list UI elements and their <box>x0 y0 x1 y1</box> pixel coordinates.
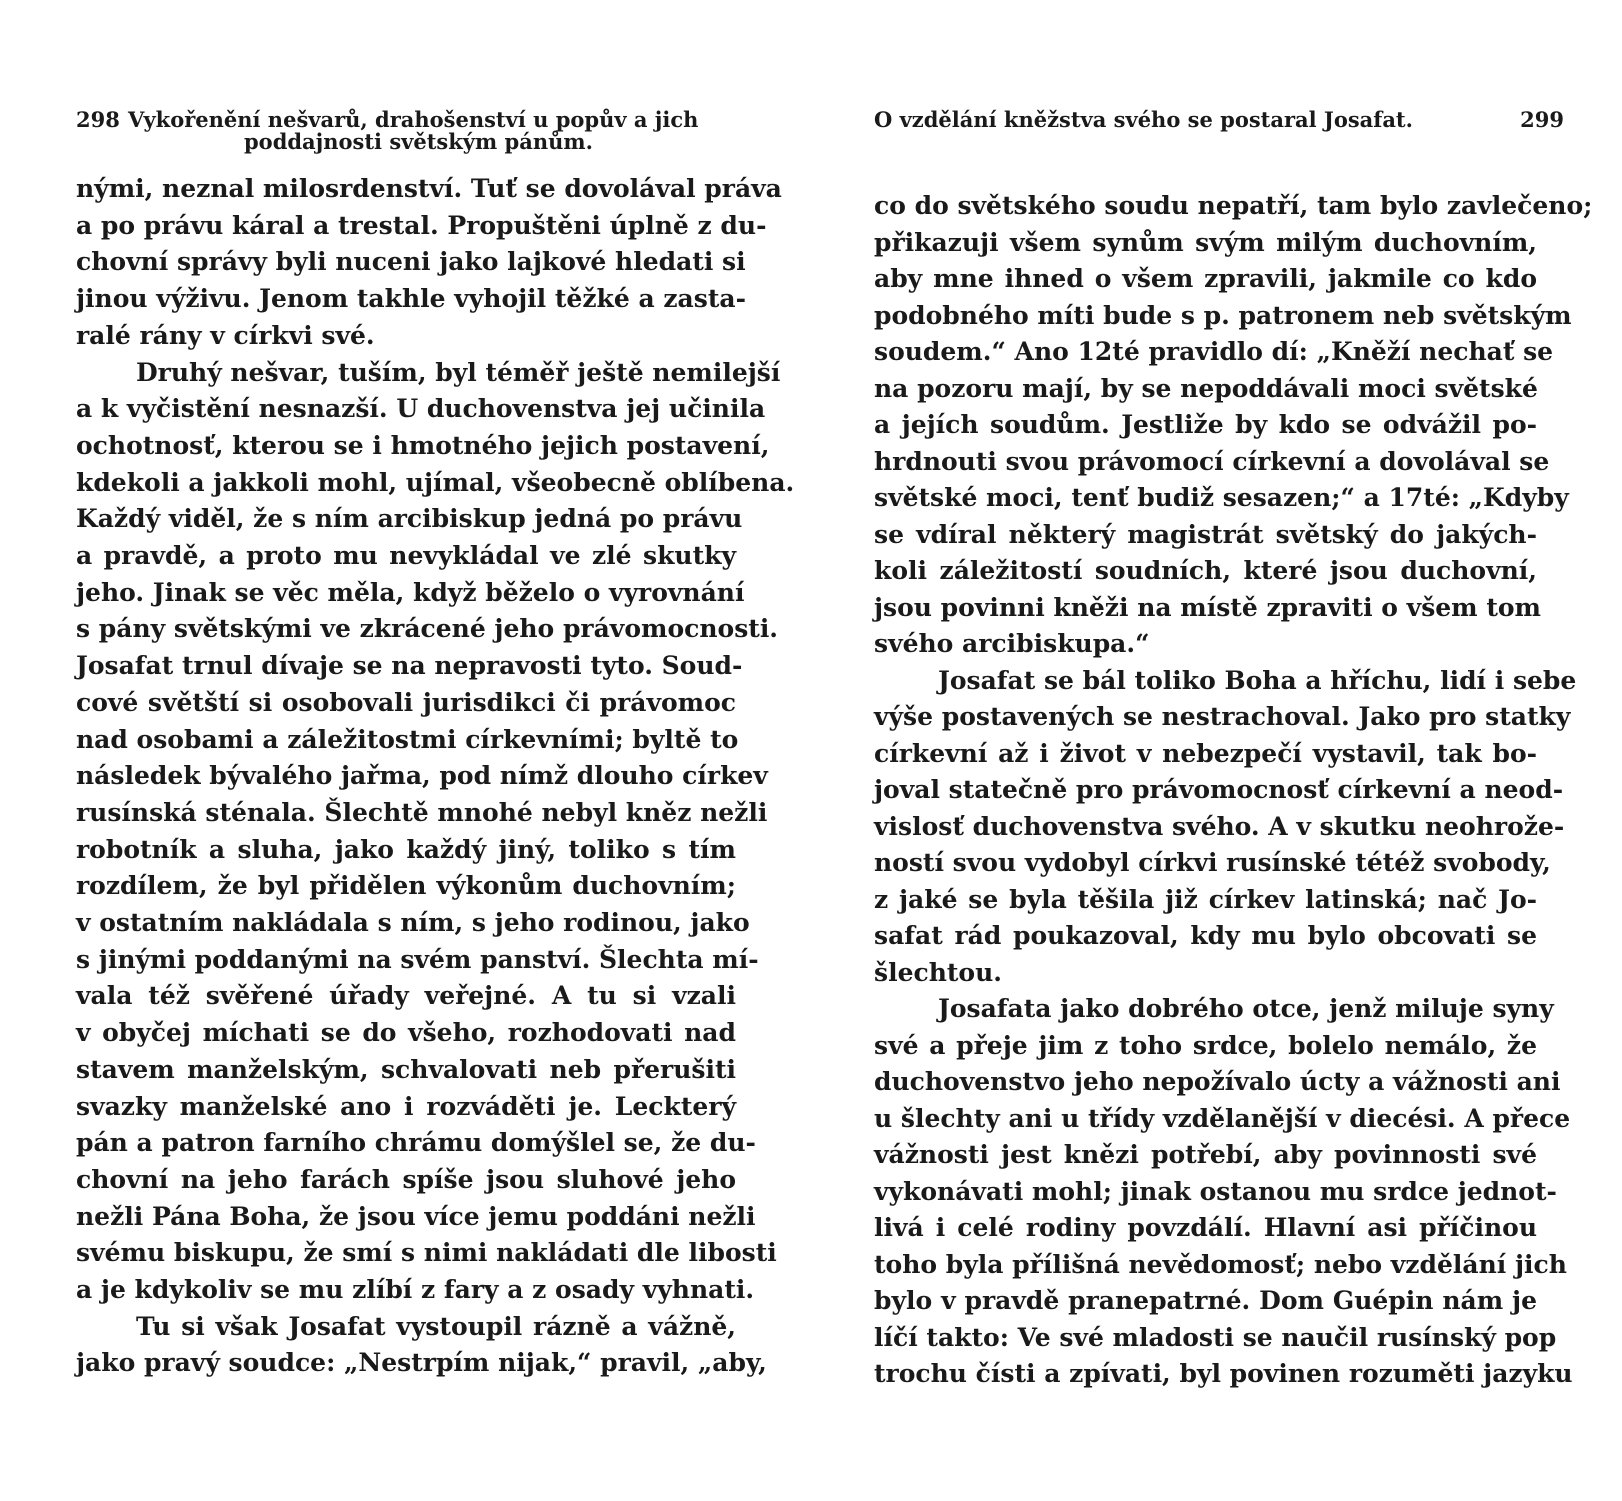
text-line: toho byla přílišná nevědomosť; nebo vzdělání jich <box>874 1249 1567 1279</box>
text-line: co do světského soudu nepatří, tam bylo zavlečeno; <box>874 191 1593 220</box>
text-line: světské moci, tenť budiž sesazen;“ a 17té: „Kdyby <box>874 483 1569 512</box>
text-line: vala též svěřené úřady veřejné. A tu si vzali <box>76 981 736 1011</box>
text-line: a po právu káral a trestal. Propuštěni úplně z du- <box>76 210 767 240</box>
text-line: bylo v pravdě pranepatrné. Dom Guépin nám je <box>874 1286 1537 1315</box>
text-line: robotník a sluha, jako každý jiný, toliko s tím <box>76 834 736 864</box>
text-line: přikazuji všem synům svým milým duchovním, <box>874 227 1537 257</box>
text-line: joval statečně pro právomocnosť církevní a neod- <box>874 775 1564 804</box>
right-page-number: 299 <box>1520 107 1564 132</box>
text-line: jinou výživu. Jenom takhle vyhojil těžké a zasta- <box>76 284 746 314</box>
text-line: následek bývalého jařma, pod nímž dlouho církev <box>76 761 768 791</box>
text-line: výše postavených se nestrachoval. Jako pro statky <box>874 702 1571 731</box>
text-line: svému biskupu, že smí s nimi nakládati dle libosti <box>76 1238 777 1268</box>
text-line: hrdnouti svou právomocí církevní a dovolával se <box>874 446 1550 476</box>
text-line: soudem.“ Ano 12té pravidlo dí: „Kněží nechať se <box>874 337 1554 366</box>
text-line: Josafat trnul dívaje se na nepravosti tyto. Soud- <box>76 651 743 681</box>
text-line: chovní na jeho farách spíše jsou sluhové jeho <box>76 1164 736 1194</box>
text-line: cové světští si osobovali jurisdikci či právomoc <box>76 687 736 717</box>
text-line: duchovenstvo jeho nepožívalo úcty a vážnosti ani <box>874 1067 1561 1096</box>
text-line: livá i celé rodiny povzdálí. Hlavní asi příčinou <box>874 1213 1537 1242</box>
text-line: líčí takto: Ve své mladosti se naučil rusínský pop <box>874 1322 1557 1352</box>
text-line: a pravdě, a proto mu nevykládal ve zlé skutky <box>76 541 736 570</box>
text-line: v obyčej míchati se do všeho, rozhodovati nad <box>76 1018 736 1048</box>
text-line: Druhý nešvar, tuším, byl téměř ještě nemilejší <box>136 357 781 387</box>
text-line: Tu si však Josafat vystoupil rázně a vážně, <box>136 1311 736 1341</box>
text-line: se vdíral některý magistrát světský do jakých- <box>874 519 1537 549</box>
text-line: jsou povinni kněži na místě zpraviti o všem tom <box>874 592 1542 622</box>
text-line: trochu čísti a zpívati, byl povinen rozuměti jazyku <box>874 1359 1573 1388</box>
text-line: a k vyčistění nesnazší. U duchovenstva jej učinila <box>76 394 766 424</box>
text-line: podobného míti bude s p. patronem neb světským <box>874 300 1572 330</box>
right-header: O vzdělání kněžstva svého se postaral Josafat. <box>874 107 1413 132</box>
text-line: ností svou vydobyl církvi rusínské tétéž svobody, <box>874 848 1551 877</box>
text-line: církevní až i život v nebezpečí vystavil, tak bo- <box>874 738 1537 768</box>
text-line: pán a patron farního chrámu domýšlel se, že du- <box>76 1128 756 1158</box>
text-line: kdekoli a jakkoli mohl, ujímal, všeobecně oblíbena. <box>76 467 795 497</box>
text-line: šlechtou. <box>874 957 1002 987</box>
text-line: ralé rány v církvi své. <box>76 320 375 350</box>
text-line: ochotnosť, kterou se i hmotného jejich postavení, <box>76 430 770 460</box>
text-line: chovní správy byli nuceni jako lajkové hledati si <box>76 247 746 277</box>
text-line: rusínská sténala. Šlechtě mnohé nebyl kněz nežli <box>76 797 768 827</box>
text-line: své a přeje jim z toho srdce, bolelo nemálo, že <box>874 1030 1537 1060</box>
text-line: svého arcibiskupa.“ <box>874 629 1150 658</box>
text-line: a jejích soudům. Jestliže by kdo se odvážil po- <box>874 410 1537 439</box>
text-line: v ostatním nakládala s ním, s jeho rodinou, jako <box>76 908 750 937</box>
left-header-line-1: Vykořenění nešvarů, drahošenství u popův a jich <box>128 107 699 132</box>
text-line: vislosť duchovenstva svého. A v skutku neohrože- <box>874 811 1565 841</box>
text-line: vážnosti jest knězi potřebí, aby povinnosti své <box>874 1140 1537 1169</box>
text-line: stavem manželským, schvalovati neb přerušiti <box>76 1054 736 1084</box>
text-line: svazky manželské ano i rozváděti je. Leckterý <box>76 1091 736 1121</box>
text-line: u šlechty ani u třídy vzdělanější v diecési. A přece <box>874 1103 1571 1133</box>
text-line: nad osobami a záležitostmi církevními; byltě to <box>76 724 739 754</box>
text-line: s pány světskými ve zkrácené jeho právomocnosti. <box>76 614 779 644</box>
text-line: safat rád poukazoval, kdy mu bylo obcovati se <box>874 921 1537 950</box>
text-line: koli záležitostí soudních, které jsou duchovní, <box>874 556 1537 585</box>
text-line: aby mne ihned o všem zpravili, jakmile co kdo <box>874 264 1537 293</box>
text-line: z jaké se byla těšila již církev latinská; nač Jo- <box>874 884 1537 914</box>
text-line: a je kdykoliv se mu zlíbí z fary a z osady vyhnati. <box>76 1275 755 1304</box>
text-line: jako pravý soudce: „Nestrpím nijak,“ pravil, „aby, <box>76 1348 767 1378</box>
text-line: vykonávati mohl; jinak ostanou mu srdce jednot- <box>874 1176 1557 1206</box>
text-line: s jinými poddanými na svém panství. Šlechta mí- <box>76 944 759 974</box>
text-line: jeho. Jinak se věc měla, když běželo o vyrovnání <box>76 577 745 607</box>
text-line: Josafat se bál toliko Boha a hříchu, lidí i sebe <box>938 665 1577 695</box>
right-page <box>811 0 1622 1501</box>
text-line: Josafata jako dobrého otce, jenž miluje syny <box>938 994 1554 1023</box>
text-line: na pozoru mají, by se nepoddávali moci světské <box>874 373 1538 403</box>
left-header-line-2: poddajnosti světským pánům. <box>244 129 593 154</box>
text-line: Každý viděl, že s ním arcibiskup jedná po právu <box>76 504 743 534</box>
left-page-number: 298 <box>76 107 120 132</box>
text-line: nežli Pána Boha, že jsou více jemu poddáni nežli <box>76 1201 756 1231</box>
text-line: rozdílem, že byl přidělen výkonům duchovním; <box>76 871 736 901</box>
text-line: nými, neznal milosrdenství. Tuť se dovolával práva <box>76 174 782 203</box>
